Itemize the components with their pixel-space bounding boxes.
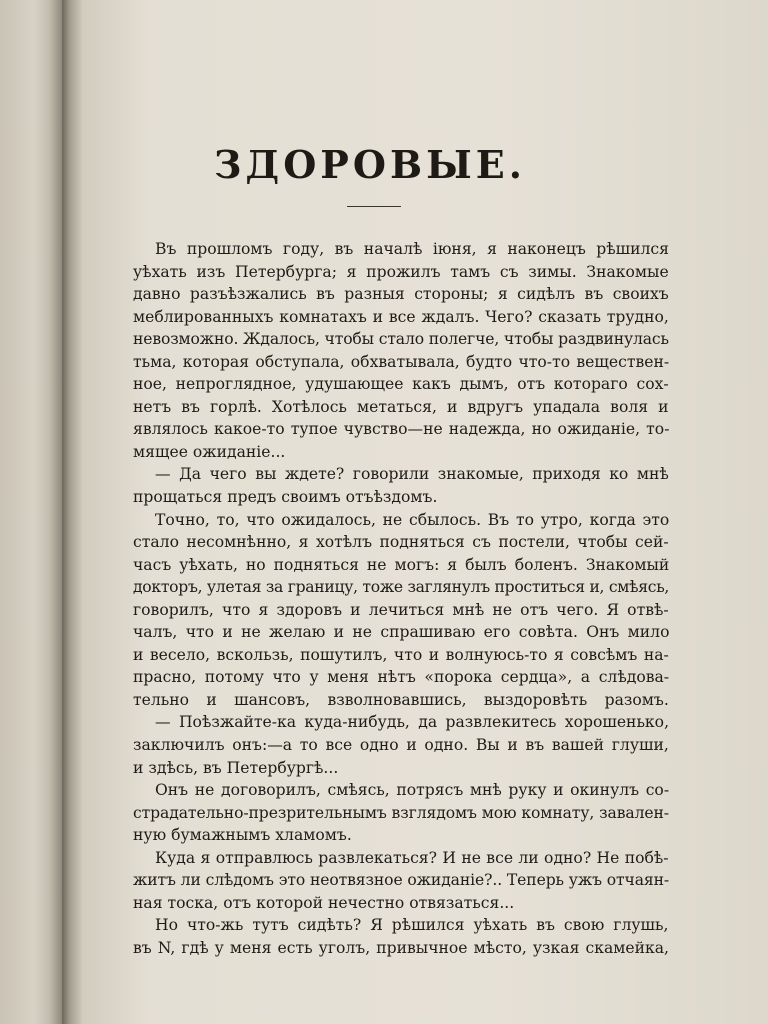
text-line: въ N, гдѣ у меня есть уголъ, привычное мѣсто, узкая скамейка, [133,938,670,957]
text-line: ную бумажнымъ хламомъ. [133,826,352,845]
paragraph [133,463,669,508]
text-line: давно разъѣзжались въ разныя стороны; я сидѣлъ въ своихъ [133,285,669,304]
text-line: часъ уѣхать, но подняться не могъ: я былъ боленъ. Знакомый [133,555,670,574]
text-line: прощаться предъ своимъ отъѣздомъ. [133,488,438,507]
text-line: житъ ли слѣдомъ это неотвязное ожиданіе?.. Теперь ужъ отчаян- [133,871,670,890]
text-line: и весело, вскользь, пошутилъ, что и волнуюсь-то я совсѣмъ на- [133,645,669,664]
text-line: Въ прошломъ году, въ началѣ іюня, я наконецъ рѣшился [155,240,669,258]
chapter-title: ЗДОРОВЫЕ. [214,142,526,187]
text-line: Но что-жь тутъ сидѣть? Я рѣшился уѣхать въ свою глушь, [155,916,669,935]
text-line: тьма, которая обступала, обхватывала, будто что-то веществен- [133,352,670,371]
text-line: Куда я отправлюсь развлекаться? И не все ли одно? Не побѣ- [155,848,669,867]
paragraph [133,914,669,959]
paragraph [133,509,669,712]
text-line: — Да чего вы ждете? говорили знакомые, приходя ко мнѣ [155,465,669,484]
title-rule [347,206,401,207]
text-line: прасно, потому что у меня нѣтъ «порока сердца», а слѣдова- [133,668,670,687]
text-line: уѣхать изъ Петербурга; я прожилъ тамъ съ зимы. Знакомые [133,262,669,281]
text-line: стало несомнѣнно, я хотѣлъ подняться съ постели, чтобы сей- [133,533,669,552]
text-line: мящее ожиданіе... [133,442,286,461]
paragraph [133,779,669,847]
text-line: чалъ, что и не желаю и не спрашиваю его совѣта. Онъ мило [133,623,670,642]
paragraph [133,847,669,915]
text-line: заключилъ онъ:—а то все одно и одно. Вы и въ вашей глуши, [133,736,669,755]
book-gutter [62,0,82,1024]
body-text [133,238,669,960]
text-line: и здѣсь, въ Петербургѣ... [133,758,339,777]
text-line: невозможно. Ждалось, чтобы стало полегче, чтобы раздвинулась [133,330,669,349]
text-line: нетъ въ горлѣ. Хотѣлось метаться, и вдругъ упадала воля и [133,397,669,416]
text-line: тельно и шансовъ, взволновавшись, выздоровѣть разомъ. [133,690,669,709]
text-line: ное, непроглядное, удушающее какъ дымъ, отъ котораго сох- [133,375,669,394]
paragraph [133,238,669,463]
left-page-edge [0,0,62,1024]
text-line: ная тоска, отъ которой нечестно отвязаться... [133,893,515,912]
text-line: страдательно-презрительнымъ взглядомъ мою комнату, завален- [133,803,669,822]
text-line: являлось какое-то тупое чувство—не надежда, но ожиданіе, то- [133,420,670,439]
text-line: Точно, то, что ожидалось, не сбылось. Въ то утро, когда это [155,510,670,529]
text-line: говорилъ, что я здоровъ и лечиться мнѣ не отъ чего. Я отвѣ- [133,600,669,619]
text-line: докторъ, улетая за границу, тоже заглянулъ проститься и, смѣясь, [133,578,670,597]
text-line: Онъ не договорилъ, смѣясь, потрясъ мнѣ руку и окинулъ со- [155,781,670,800]
text-line: меблированныхъ комнатахъ и все ждалъ. Чего? сказать трудно, [133,307,669,326]
text-line: — Поѣзжайте-ка куда-нибудь, да развлекитесь хорошенько, [155,713,670,732]
paragraph [133,711,669,779]
